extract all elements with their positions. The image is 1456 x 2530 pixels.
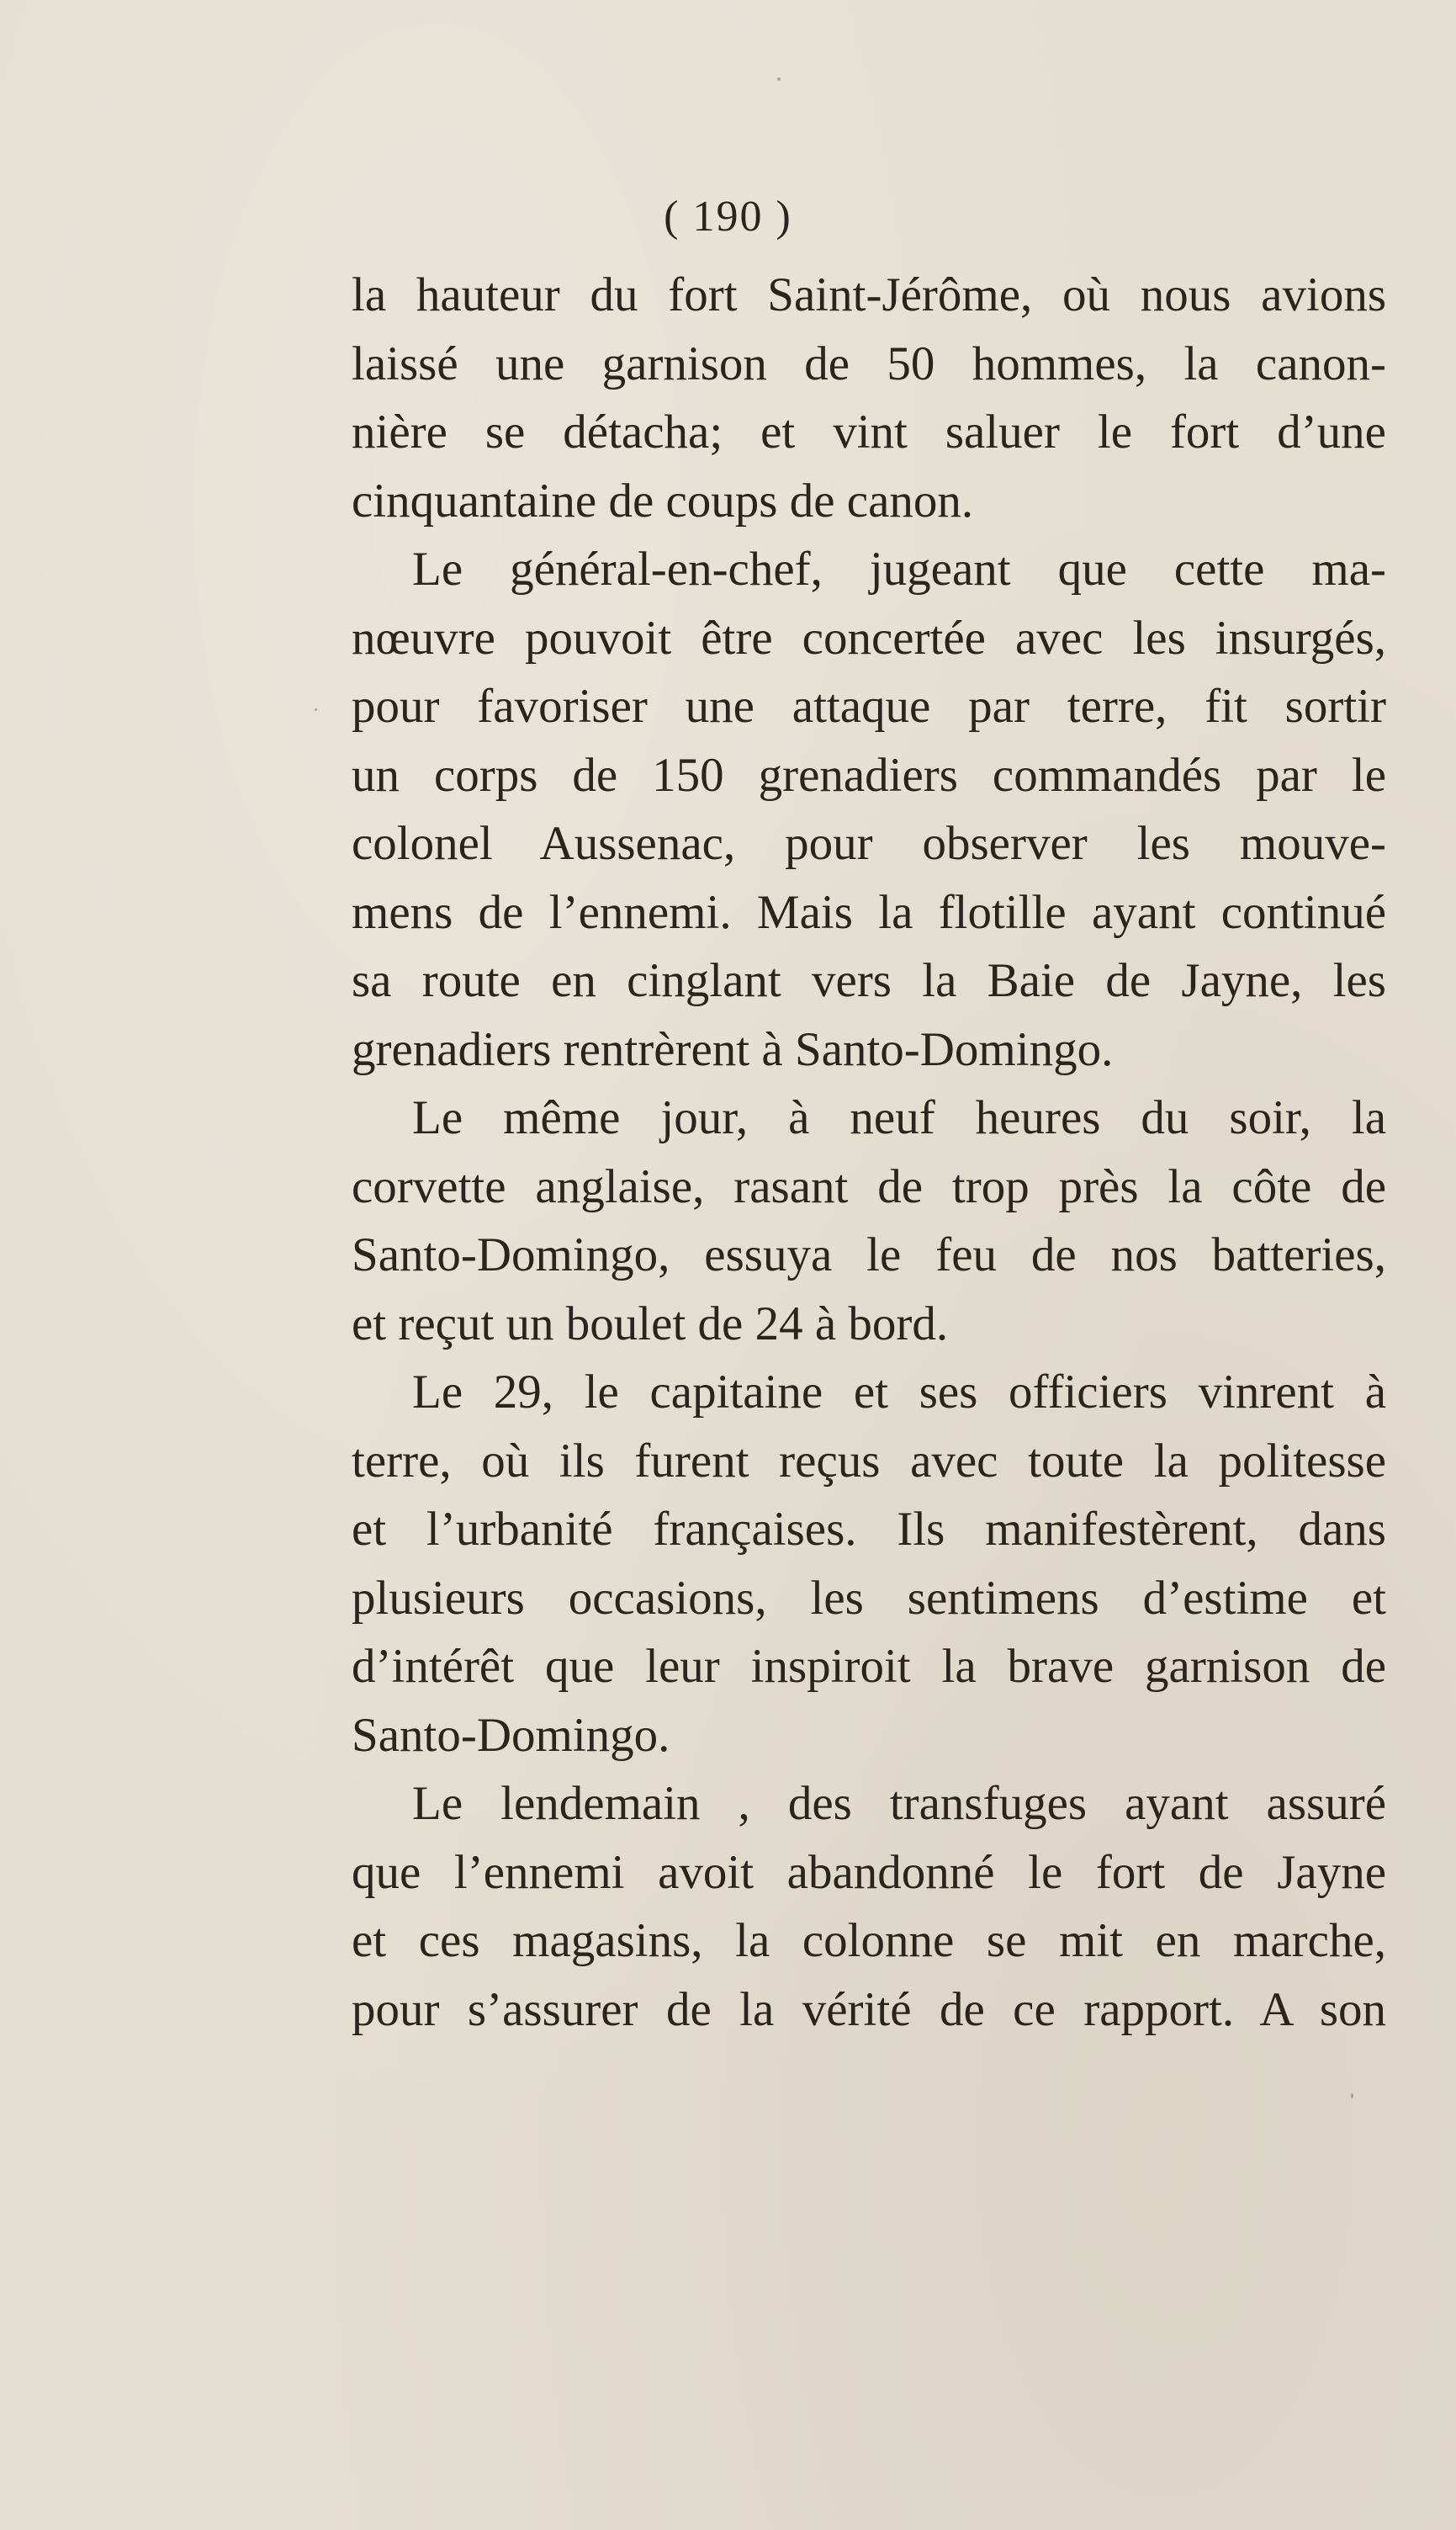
text-line: nière se détacha; et vint saluer le fort d’une — [352, 406, 1386, 459]
text-line: que l’ennemi avoit abandonné le fort de Jayne — [352, 1845, 1386, 1899]
text-line: plusieurs occasions, les sentimens d’estime et — [352, 1571, 1386, 1625]
text-line: mens de l’ennemi. Mais la flotille ayant continué — [352, 885, 1386, 939]
page-number: ( 190 ) — [664, 193, 792, 241]
text-line: et l’urbanité françaises. Ils manifestèrent, dans — [352, 1503, 1386, 1556]
paper-speck — [777, 77, 781, 81]
text-line: et reçut un boulet de 24 à bord. — [352, 1297, 949, 1350]
text-line: nœuvre pouvoit être concertée avec les insurgés, — [352, 611, 1386, 665]
text-line: d’intérêt que leur inspiroit la brave garnison de — [352, 1640, 1386, 1693]
text-line: Le lendemain , des transfuges ayant assuré — [412, 1777, 1386, 1830]
text-line: Le même jour, à neuf heures du soir, la — [412, 1091, 1386, 1144]
text-line: grenadiers rentrèrent à Santo-Domingo. — [352, 1022, 1114, 1076]
text-line: Santo-Domingo, essuya le feu de nos batteries, — [352, 1228, 1386, 1281]
text-line: pour favoriser une attaque par terre, fit sortir — [352, 680, 1386, 733]
text-line: pour s’assurer de la vérité de ce rapport. A son — [352, 1982, 1386, 2036]
text-line: terre, où ils furent reçus avec toute la politesse — [352, 1434, 1386, 1488]
text-line: Le général-en-chef, jugeant que cette ma- — [412, 543, 1386, 596]
paper-speck — [315, 708, 317, 711]
text-line: laissé une garnison de 50 hommes, la canon- — [352, 337, 1386, 390]
text-line: cinquantaine de coups de canon. — [352, 474, 974, 528]
text-line: un corps de 150 grenadiers commandés par le — [352, 748, 1386, 802]
text-line: sa route en cinglant vers la Baie de Jayne, les — [352, 954, 1386, 1007]
text-line: Santo-Domingo. — [352, 1708, 670, 1762]
body-text — [352, 261, 1386, 2044]
paper-speck — [1351, 2093, 1353, 2098]
text-line: la hauteur du fort Saint-Jérôme, où nous avions — [352, 268, 1386, 321]
text-line: Le 29, le capitaine et ses officiers vinrent à — [412, 1366, 1386, 1419]
text-line: et ces magasins, la colonne se mit en marche, — [352, 1914, 1386, 1967]
text-line: colonel Aussenac, pour observer les mouve- — [352, 817, 1386, 870]
text-line: corvette anglaise, rasant de trop près la côte de — [352, 1159, 1386, 1213]
